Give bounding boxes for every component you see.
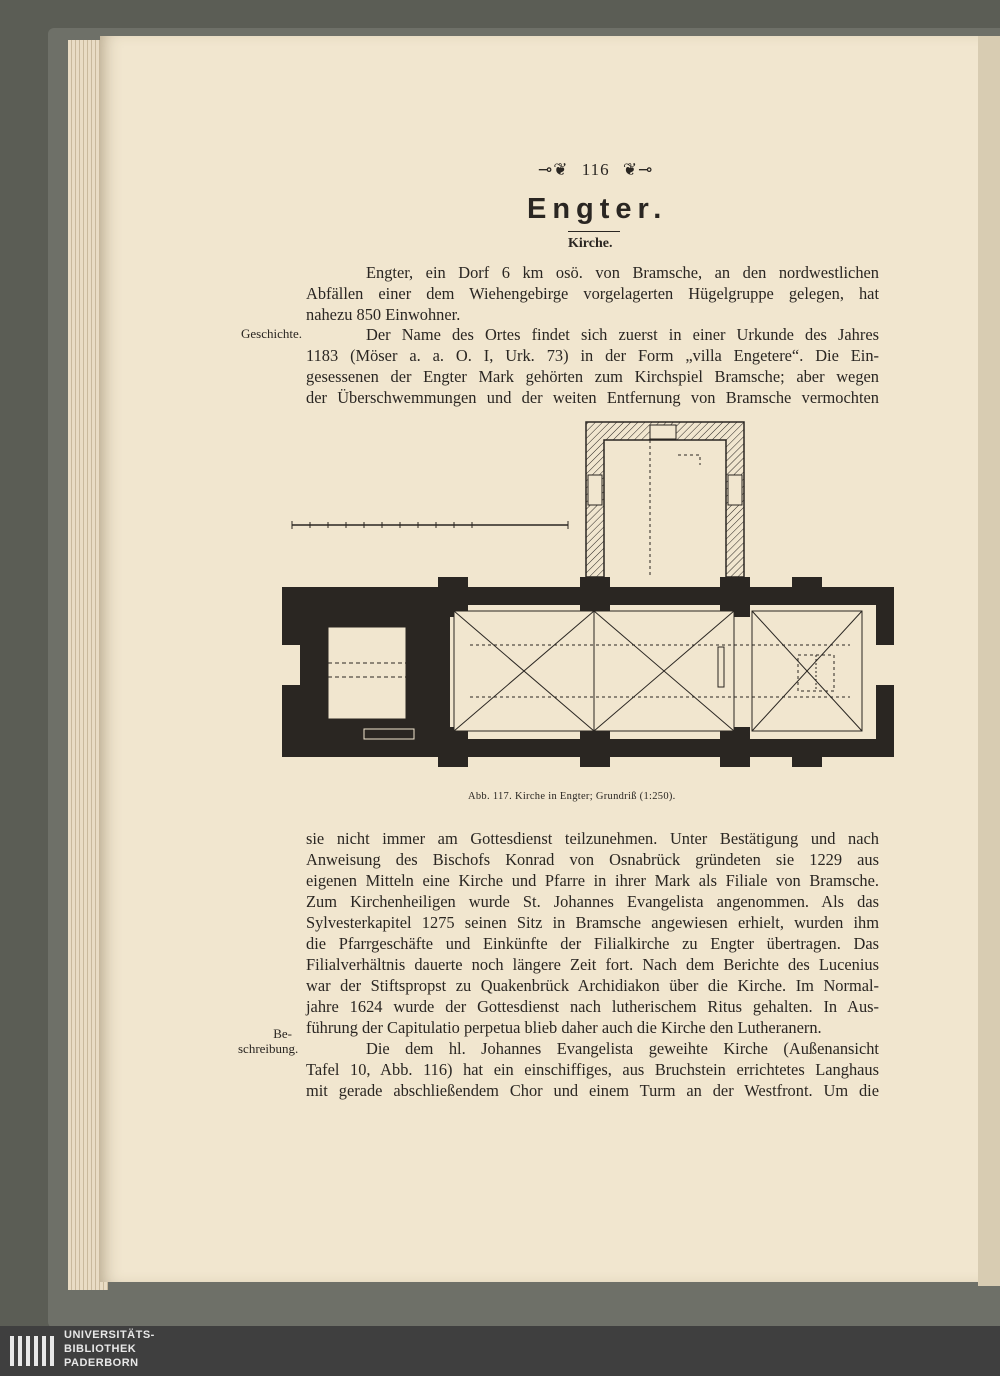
paragraph-description xyxy=(306,1038,879,1101)
text-line: Anweisung des Bischofs Konrad von Osnabrück gründeten sie 1229 aus xyxy=(306,850,879,869)
text-line: die Pfarrgeschäfte und Einkünfte der Filialkirche zu Engter übertragen. Das xyxy=(306,934,879,953)
church-floor-plan xyxy=(270,415,900,795)
ornament-left: ⊸❦ xyxy=(538,160,569,179)
text-line: Der Name des Ortes findet sich zuerst in einer Urkunde des Jahres xyxy=(366,325,879,344)
next-page-edge xyxy=(978,36,1000,1286)
footer-line-2: BIBLIOTHEK xyxy=(64,1343,137,1355)
text-line: Filialverhältnis dauerte noch längere Zeit fort. Nach dem Berichte des Lucenius xyxy=(306,955,879,974)
title-rule xyxy=(568,231,620,232)
vault-lines xyxy=(454,611,862,731)
footer-line-1: UNIVERSITÄTS- xyxy=(64,1329,155,1341)
page-number-line xyxy=(538,160,653,180)
tower xyxy=(586,422,744,577)
page-number: 116 xyxy=(581,160,610,179)
text-line: sie nicht immer am Gottesdienst teilzunehmen. Unter Bestätigung und nach xyxy=(306,829,879,848)
page-title: Engter. xyxy=(527,193,668,225)
section-heading: Kirche. xyxy=(568,236,613,251)
library-logo-icon xyxy=(10,1334,54,1368)
text-line: führung der Capitulatio perpetua blieb daher auch die Kirche den Lutheranern. xyxy=(306,1018,822,1037)
paragraph-intro xyxy=(306,262,879,325)
text-line: Die dem hl. Johannes Evangelista geweihte Kirche (Außenansicht xyxy=(366,1039,879,1058)
figure-caption: Abb. 117. Kirche in Engter; Grundriß (1:250). xyxy=(468,791,676,802)
text-line: Abfällen einer dem Wiehengebirge vorgelagerten Hügelgruppe gelegen, hat xyxy=(306,284,879,303)
text-line: Tafel 10, Abb. 116) hat ein einschiffiges, aus Bruchstein errichtetes Langhaus xyxy=(306,1060,879,1079)
margin-note-line: Be- xyxy=(273,1026,292,1041)
text-line: Engter, ein Dorf 6 km osö. von Bramsche, an den nordwestlichen xyxy=(366,263,879,282)
text-line: Sylvesterkapitel 1275 seinen Sitz in Bramsche angewiesen erhielt, wurden ihm xyxy=(306,913,879,932)
library-footer xyxy=(0,1326,1000,1376)
text-line: mit gerade abschließendem Chor und einem Turm an der Westfront. Um die xyxy=(306,1081,879,1100)
text-line: gesessenen der Engter Mark gehörten zum Kirchspiel Bramsche; aber wegen xyxy=(306,367,879,386)
margin-note-beschreibung xyxy=(238,1026,299,1056)
text-line: der Überschwemmungen und der weiten Entfernung von Bramsche vermochten xyxy=(306,388,879,407)
text-line: 1183 (Möser a. a. O. I, Urk. 73) in der Form „villa Engetere“. Die Ein- xyxy=(306,346,879,365)
margin-note-geschichte: Geschichte. xyxy=(240,326,302,341)
text-line: Zum Kirchenheiligen wurde St. Johannes Evangelista angenommen. Als das xyxy=(306,892,879,911)
text-line: war der Stiftspropst zu Quakenbrück Archidiakon über die Kirche. Im Normal- xyxy=(306,976,879,995)
paragraph-history-cont xyxy=(306,828,879,1038)
paragraph-history xyxy=(306,324,879,408)
margin-note-line: schreibung. xyxy=(238,1041,299,1056)
scale-bar xyxy=(292,521,568,529)
footer-line-3: PADERBORN xyxy=(64,1357,139,1369)
west-room xyxy=(300,605,450,739)
ornament-right: ❦⊸ xyxy=(622,160,654,179)
text-line: eigenen Mitteln eine Kirche und Pfarre in ihrer Mark als Filiale von Bramsche. xyxy=(306,871,879,890)
text-line: nahezu 850 Einwohner. xyxy=(306,305,461,324)
text-line: jahre 1624 wurde der Gottesdienst nach lutherischem Ritus gehalten. In Aus- xyxy=(306,997,879,1016)
